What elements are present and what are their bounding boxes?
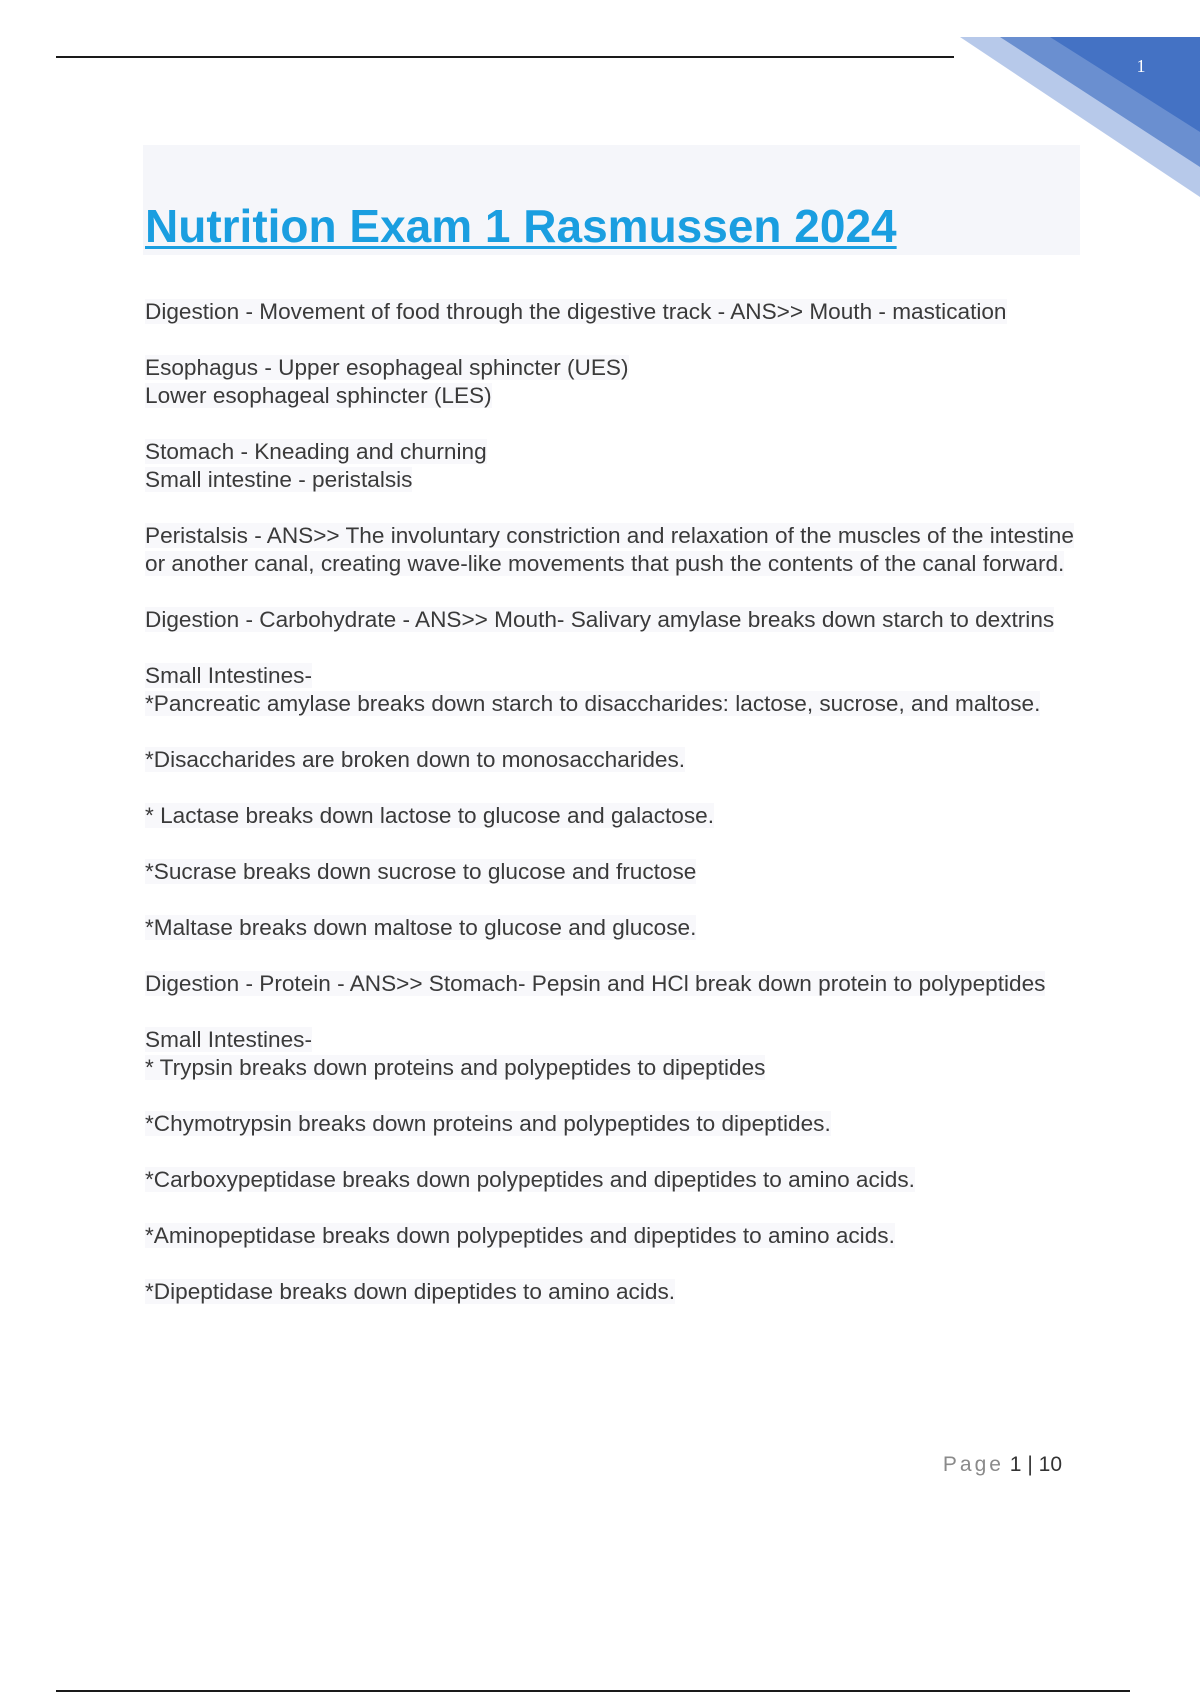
paragraph — [145, 746, 1090, 774]
corner-page-number: 1 — [1136, 56, 1146, 76]
paragraph — [145, 802, 1090, 830]
paragraph-text: *Sucrase breaks down sucrose to glucose and fructose — [145, 859, 697, 884]
footer-total-pages: 10 — [1038, 1453, 1062, 1476]
paragraph-text: Esophagus - Upper esophageal sphincter (UES) Lower esophageal sphincter (LES) — [145, 355, 629, 408]
paragraph — [145, 1222, 1090, 1250]
paragraph-text: Digestion - Movement of food through the digestive track - ANS>> Mouth - mastication — [145, 299, 1007, 324]
paragraph-text: *Maltase breaks down maltose to glucose and glucose. — [145, 915, 697, 940]
document-body — [145, 298, 1090, 1306]
paragraph — [145, 522, 1090, 578]
paragraph-text: Peristalsis - ANS>> The involuntary constriction and relaxation of the muscles of the intestine or another canal, creating wave-like movements that push the contents of the canal forward. — [145, 523, 1074, 576]
paragraph-text: *Disaccharides are broken down to monosaccharides. — [145, 747, 686, 772]
paragraph — [145, 438, 1090, 494]
paragraph — [145, 1166, 1090, 1194]
footer-rule — [56, 1690, 1130, 1692]
paragraph — [145, 970, 1090, 998]
footer-page-word: Page — [942, 1453, 1004, 1476]
footer-current-page: 1 — [1009, 1453, 1022, 1476]
header-rule — [56, 56, 954, 58]
paragraph-text: Small Intestines- *Pancreatic amylase breaks down starch to disaccharides: lactose, sucrose, and maltose. — [145, 663, 1041, 716]
paragraph-text: * Lactase breaks down lactose to glucose and galactose. — [145, 803, 714, 828]
paragraph-text: Small Intestines- * Trypsin breaks down proteins and polypeptides to dipeptides — [145, 1027, 766, 1080]
paragraph — [145, 354, 1090, 410]
footer-separator: | — [1027, 1453, 1033, 1476]
paragraph — [145, 914, 1090, 942]
paragraph — [145, 858, 1090, 886]
paragraph — [145, 662, 1090, 718]
paragraph-text: *Aminopeptidase breaks down polypeptides and dipeptides to amino acids. — [145, 1223, 895, 1248]
paragraph-text: Digestion - Carbohydrate - ANS>> Mouth- Salivary amylase breaks down starch to dextrins — [145, 607, 1055, 632]
paragraph-text: Stomach - Kneading and churning Small intestine - peristalsis — [145, 439, 487, 492]
paragraph-text: *Carboxypeptidase breaks down polypeptides and dipeptides to amino acids. — [145, 1167, 915, 1192]
paragraph — [145, 298, 1090, 326]
paragraph — [145, 1026, 1090, 1082]
paragraph-text: *Dipeptidase breaks down dipeptides to amino acids. — [145, 1279, 676, 1304]
paragraph — [145, 1110, 1090, 1138]
page-footer — [900, 1453, 1062, 1477]
paragraph — [145, 606, 1090, 634]
paragraph-text: Digestion - Protein - ANS>> Stomach- Pepsin and HCl break down protein to polypeptides — [145, 971, 1046, 996]
document-title: Nutrition Exam 1 Rasmussen 2024 — [145, 200, 897, 252]
paragraph-text: *Chymotrypsin breaks down proteins and polypeptides to dipeptides. — [145, 1111, 831, 1136]
paragraph — [145, 1278, 1090, 1306]
